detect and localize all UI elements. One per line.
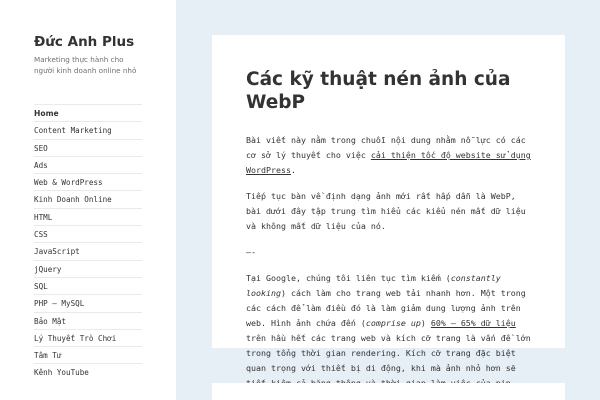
menu-item-css[interactable]: CSS [34,225,142,242]
quote-part-c: ) [420,318,431,328]
main-menu [34,104,142,381]
site-title[interactable]: Đức Anh Plus [34,34,135,50]
menu-item-ads[interactable]: Ads [34,156,142,173]
wordpress-speed-link[interactable]: cải thiện tốc độ website sử dụng WordPress [246,150,531,175]
menu-item-jquery[interactable]: jQuery [34,260,142,277]
article-intro [246,133,531,178]
article-divider: —- [246,247,256,257]
intro-text: Bài viết này nằm trong chuỗi nội dung nhằm nỗ lực có các cơ sở lý thuyết cho việc [246,135,526,160]
menu-item-javascript[interactable]: JavaScript [34,242,142,259]
data-percent-link[interactable]: 60% – 65% dữ liệu [430,318,516,328]
site-description: Marketing thực hành cho người kinh doanh online nhỏ [34,55,137,75]
quote-part-a: Tại Google, chúng tôi liên tục tìm kiếm ( [246,273,451,283]
quote-part-d: trên hầu hết các trang web và kích cỡ trang là vấn đề lớn trong tổng thời gian rendering. Kích cỡ trang đặc biệt quan trọng với thiết bị di động, khi mà ảnh nhỏ hơn sẽ [246,333,531,373]
menu-item-php-mysql[interactable]: PHP – MySQL [34,294,142,311]
article-title[interactable]: Các kỹ thuật nén ảnh của WebP [246,69,511,113]
menu-item-web-wordpress[interactable]: Web & WordPress [34,173,142,190]
menu-item-home[interactable]: Home [34,104,142,121]
menu-item-content-marketing[interactable]: Content Marketing [34,121,142,138]
intro-end: . [290,165,296,175]
menu-item-html[interactable]: HTML [34,208,142,225]
menu-item-ly-thuyet-tro-choi[interactable]: Lý Thuyết Trò Chơi [34,329,142,346]
quote-part-b: ) cách làm cho trang web tải nhanh hơn. Một trong các cách để làm điều đó là làm giảm dung lượng ảnh trên web. Hình ảnh chứa đến ( [246,288,526,328]
menu-item-bao-mat[interactable]: Bảo Mật [34,312,142,329]
next-article-card [212,383,565,400]
menu-item-sql[interactable]: SQL [34,277,142,294]
menu-item-seo[interactable]: SEO [34,139,142,156]
quote-em-constantly-looking: constantly looking [246,273,501,298]
article-quote [246,271,531,400]
quote-em-comprise-up: comprise up [365,318,421,328]
sidebar [0,0,176,400]
menu-item-tam-tu[interactable]: Tâm Tư [34,346,142,363]
article [212,35,565,373]
article-paragraph: Tiếp tục bàn về định dạng ảnh mới rất hấp dẫn là WebP, bài dưới đây tập trung tìm hiểu các kiểu nén mất dữ liệu và không mất dữ liệu của nó. [246,191,526,231]
menu-item-kinh-doanh-online[interactable]: Kinh Doanh Online [34,190,142,207]
menu-item-kenh-youtube[interactable]: Kênh YouTube [34,363,142,380]
